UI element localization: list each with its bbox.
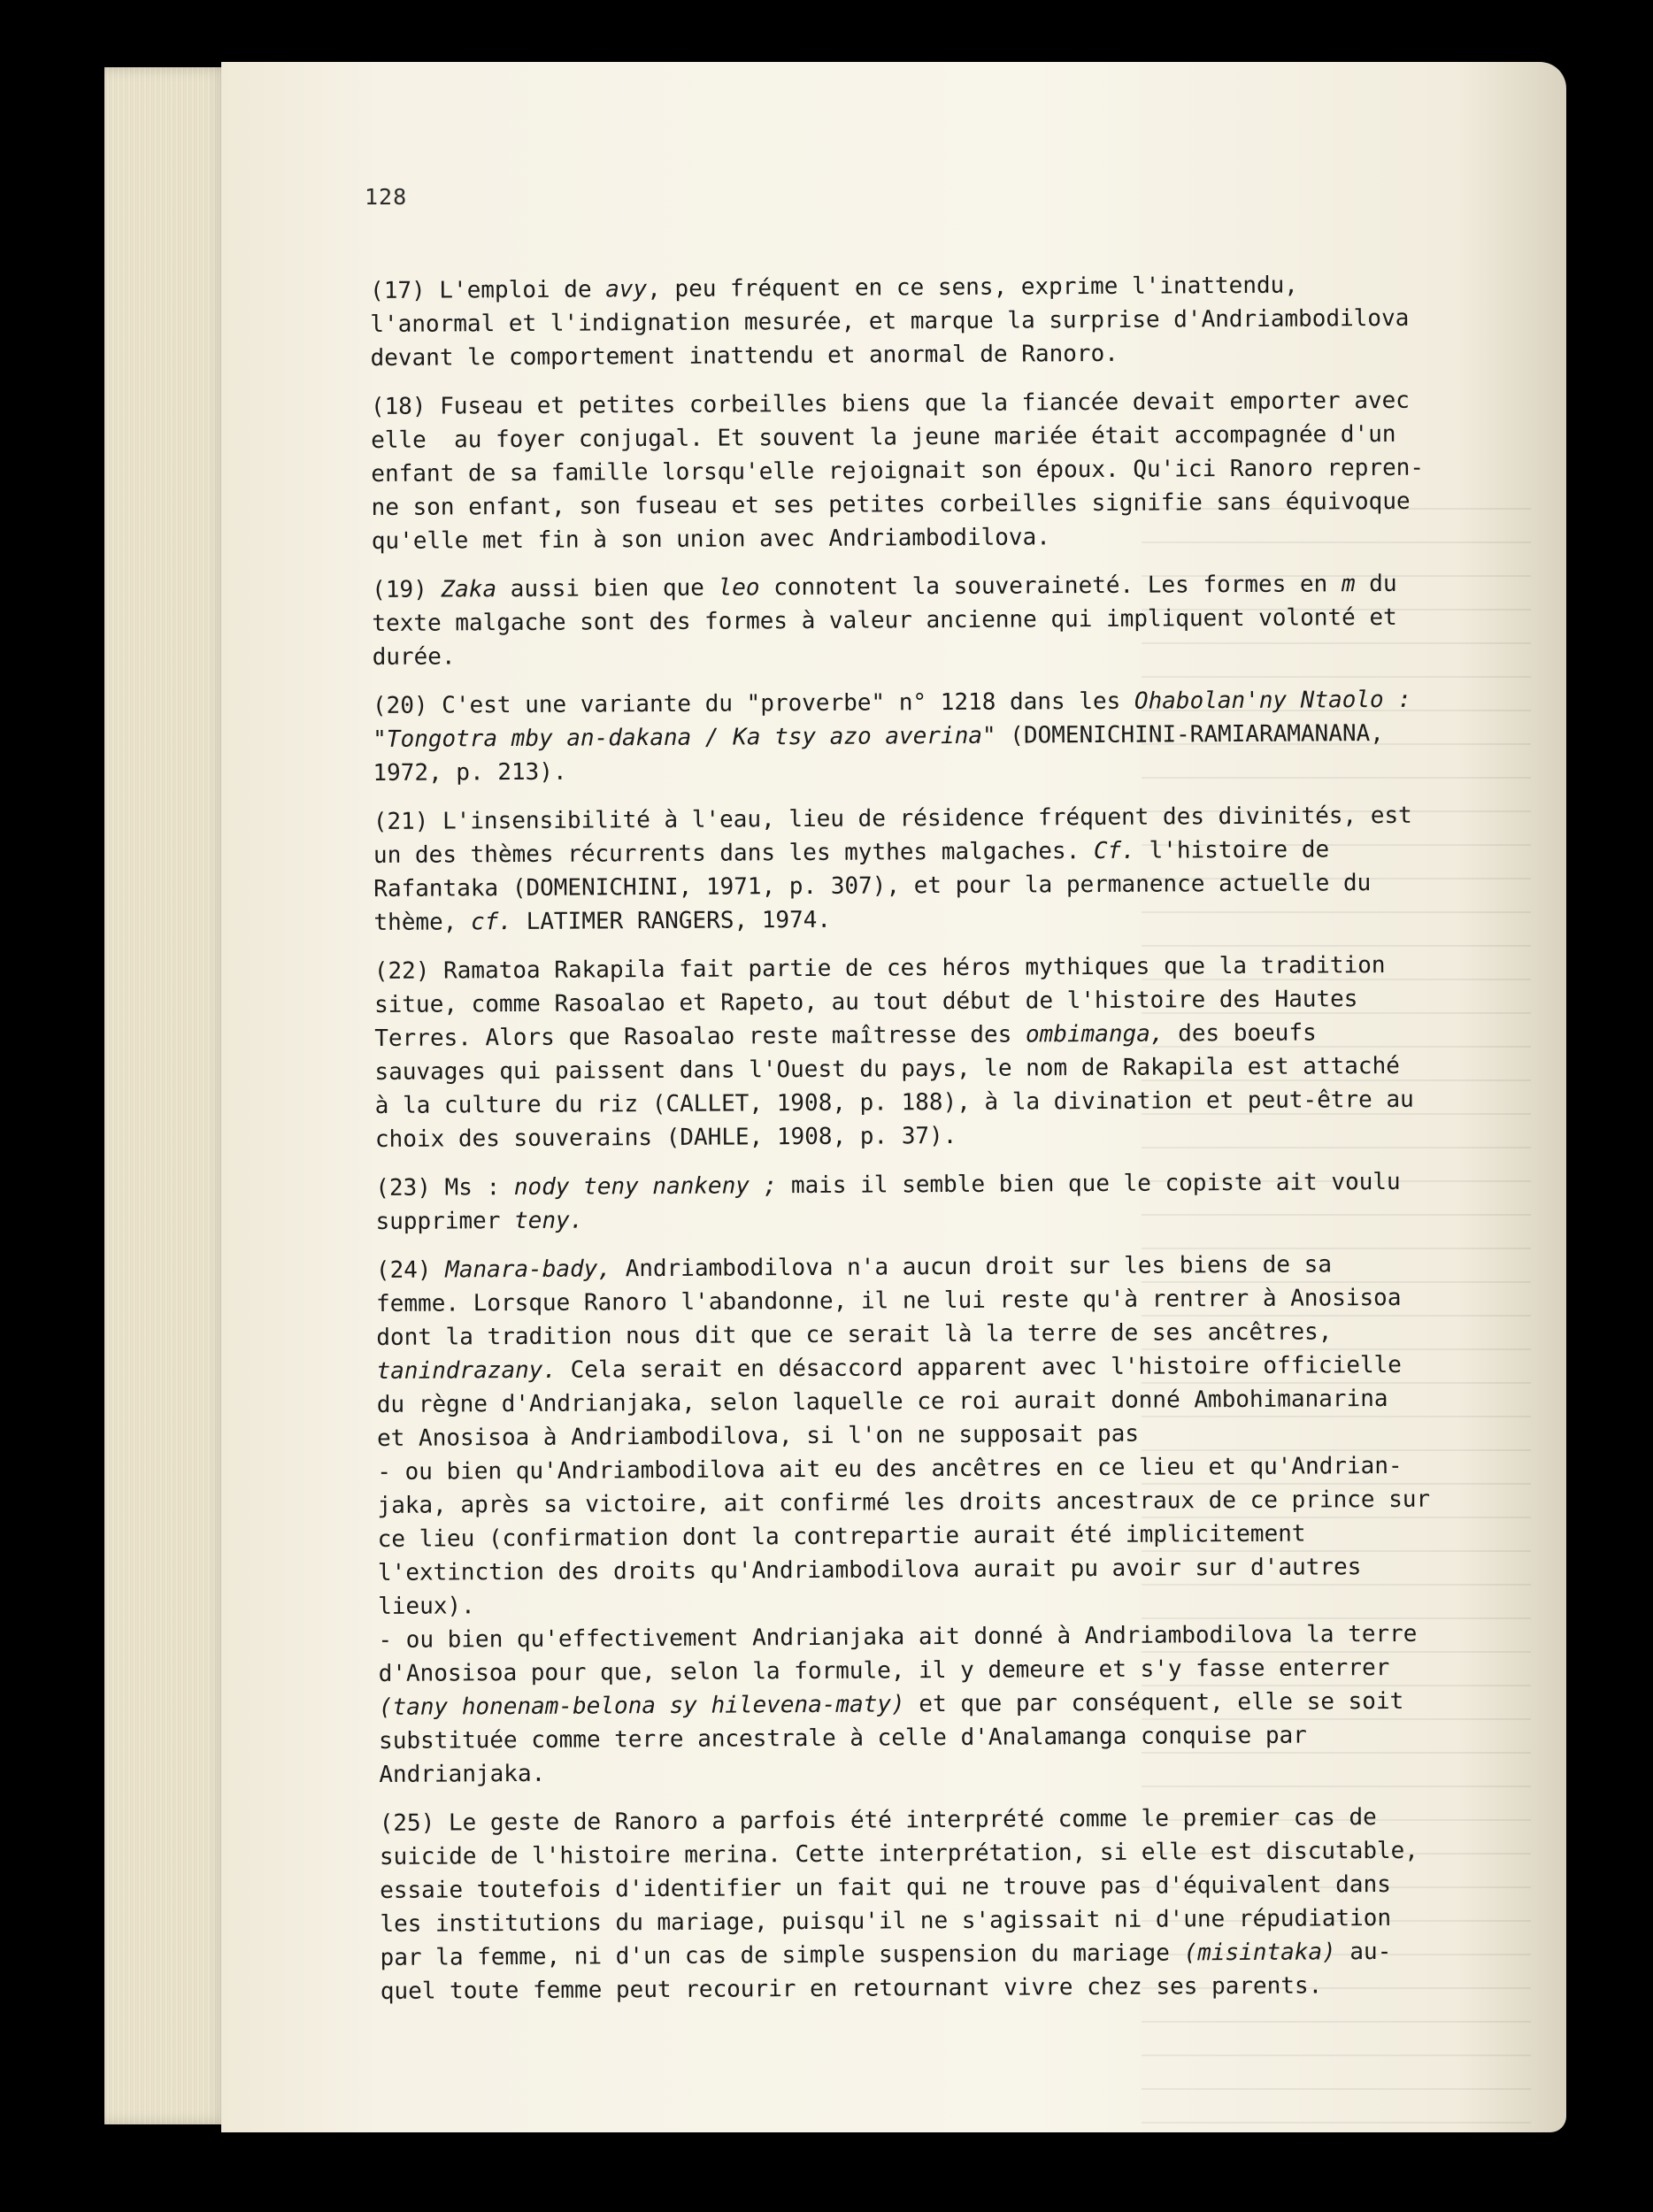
note-line: (24) Manara-bady, Andriambodilova n'a aucun droit sur les biens de sa <box>375 1251 1333 1284</box>
note-18 <box>371 383 1473 558</box>
note-line: (22) Ramatoa Rakapila fait partie de ces héros mythiques que la tradition <box>373 952 1386 985</box>
note-line: (19) Zaka aussi bien que leo connotent la souveraineté. Les formes en m du <box>372 570 1397 603</box>
note-line: devant le comportement inattendu et anormal de Ranoro. <box>370 340 1119 372</box>
note-line: Rafantaka (DOMENICHINI, 1971, p. 307), et pour la permanence actuelle du <box>373 870 1372 902</box>
note-line: quel toute femme peut recourir en retournant vivre chez ses parents. <box>380 1972 1323 2005</box>
note-line: enfant de sa famille lorsqu'elle rejoignait son époux. Qu'ici Ranoro repren- <box>371 454 1425 488</box>
note-line: qu'elle met fin à son union avec Andriambodilova. <box>371 524 1050 555</box>
note-line: essaie toutefois d'identifier un fait qui ne trouve pas d'équivalent dans <box>380 1870 1391 1904</box>
note-line: 1972, p. 213). <box>373 758 567 787</box>
note-line: (18) Fuseau et petites corbeilles biens que la fiancée devait emporter avec <box>370 387 1410 420</box>
note-line: durée. <box>372 643 456 671</box>
note-23 <box>375 1164 1477 1239</box>
note-line: et Anosisoa à Andriambodilova, si l'on ne supposait pas <box>376 1420 1140 1452</box>
note-line: (23) Ms : nody teny nankeny ; mais il semble bien que le copiste ait voulu <box>375 1168 1401 1202</box>
note-line: (25) Le geste de Ranoro a parfois été interprété comme le premier cas de <box>379 1804 1377 1837</box>
note-line: tanindrazany. Cela serait en désaccord apparent avec l'histoire officielle <box>376 1351 1403 1385</box>
note-line: l'extinction des droits qu'Andriambodilova aurait pu avoir sur d'autres <box>377 1554 1362 1586</box>
note-line: choix des souverains (DAHLE, 1908, p. 37). <box>374 1122 957 1153</box>
note-line: dont la tradition nous dit que ce serait là la terre de ses ancêtres, <box>376 1318 1333 1351</box>
note-line: un des thèmes récurrents dans les mythes malgaches. Cf. l'histoire de <box>373 836 1330 869</box>
note-line: texte malgache sont des formes à valeur ancienne qui impliquent volonté et <box>372 603 1397 637</box>
note-line: l'anormal et l'indignation mesurée, et marque la surprise d'Andriambodilova <box>370 304 1410 338</box>
note-line: jaka, après sa victoire, ait confirmé les droits ancestraux de ce prince sur <box>377 1486 1431 1519</box>
note-line: les institutions du mariage, puisqu'il ne s'agissait ni d'une répudiation <box>380 1904 1392 1938</box>
note-line: (21) L'insensibilité à l'eau, lieu de résidence fréquent des divinités, est <box>373 802 1412 835</box>
note-17 <box>370 267 1472 375</box>
note-22 <box>374 948 1477 1156</box>
note-line: elle au foyer conjugal. Et souvent la jeune mariée était accompagnée d'un <box>371 420 1396 454</box>
note-24 <box>376 1247 1481 1792</box>
note-line: Andrianjaka. <box>379 1760 546 1788</box>
note-21 <box>373 798 1476 940</box>
note-line: - ou bien qu'effectivement Andrianjaka ait donné à Andriambodilova la terre <box>378 1620 1418 1654</box>
note-line: (20) C'est une variante du "proverbe" n° 1218 dans les Ohabolan'ny Ntaolo : <box>372 686 1412 719</box>
note-line: lieux). <box>378 1593 475 1620</box>
note-line: d'Anosisoa pour que, selon la formule, il y demeure et s'y fasse enterrer <box>378 1654 1390 1687</box>
note-line: "Tongotra mby an-dakana / Ka tsy azo averina" (DOMENICHINI-RAMIARAMANANA, <box>373 720 1384 753</box>
note-line: suicide de l'histoire merina. Cette interprétation, si elle est discutable, <box>379 1837 1419 1870</box>
book-page-edges <box>104 67 228 2124</box>
note-line: Terres. Alors que Rasoalao reste maîtresse des ombimanga, des boeufs <box>374 1019 1317 1052</box>
note-line: par la femme, ni d'un cas de simple suspension du mariage (misintaka) au- <box>380 1938 1392 1971</box>
note-line: substituée comme terre ancestrale à celle d'Analamanga conquise par <box>379 1722 1307 1755</box>
note-line: situe, comme Rasoalao et Rapeto, au tout début de l'histoire des Hautes <box>373 986 1358 1018</box>
note-line: femme. Lorsque Ranoro l'abandonne, il ne lui reste qu'à rentrer à Anosisoa <box>376 1284 1402 1317</box>
note-line: ne son enfant, son fuseau et ses petites corbeilles signifie sans équivoque <box>371 488 1411 521</box>
note-line: sauvages qui paissent dans l'Ouest du pays, le nom de Rakapila est attaché <box>374 1052 1400 1086</box>
page-number: 128 <box>365 184 408 210</box>
note-25 <box>380 1800 1482 2008</box>
notes-text-block <box>370 267 1482 2024</box>
note-line: supprimer teny. <box>375 1207 584 1235</box>
note-line: du règne d'Andrianjaka, selon laquelle ce roi aurait donné Ambohimanarina <box>376 1385 1388 1418</box>
note-line: thème, cf. LATIMER RANGERS, 1974. <box>373 906 832 936</box>
note-line: à la culture du riz (CALLET, 1908, p. 188), à la divination et peut-être au <box>374 1086 1414 1119</box>
note-line: (17) L'emploi de avy, peu fréquent en ce sens, exprime l'inattendu, <box>370 272 1298 304</box>
note-19 <box>372 566 1474 674</box>
note-line: - ou bien qu'Andriambodilova ait eu des ancêtres en ce lieu et qu'Andrian- <box>377 1452 1403 1486</box>
note-line: (tany honenam-belona sy hilevena-maty) et que par conséquent, elle se soit <box>378 1687 1404 1721</box>
note-line: ce lieu (confirmation dont la contrepartie aurait été implicitement <box>377 1520 1306 1553</box>
note-20 <box>373 682 1475 790</box>
